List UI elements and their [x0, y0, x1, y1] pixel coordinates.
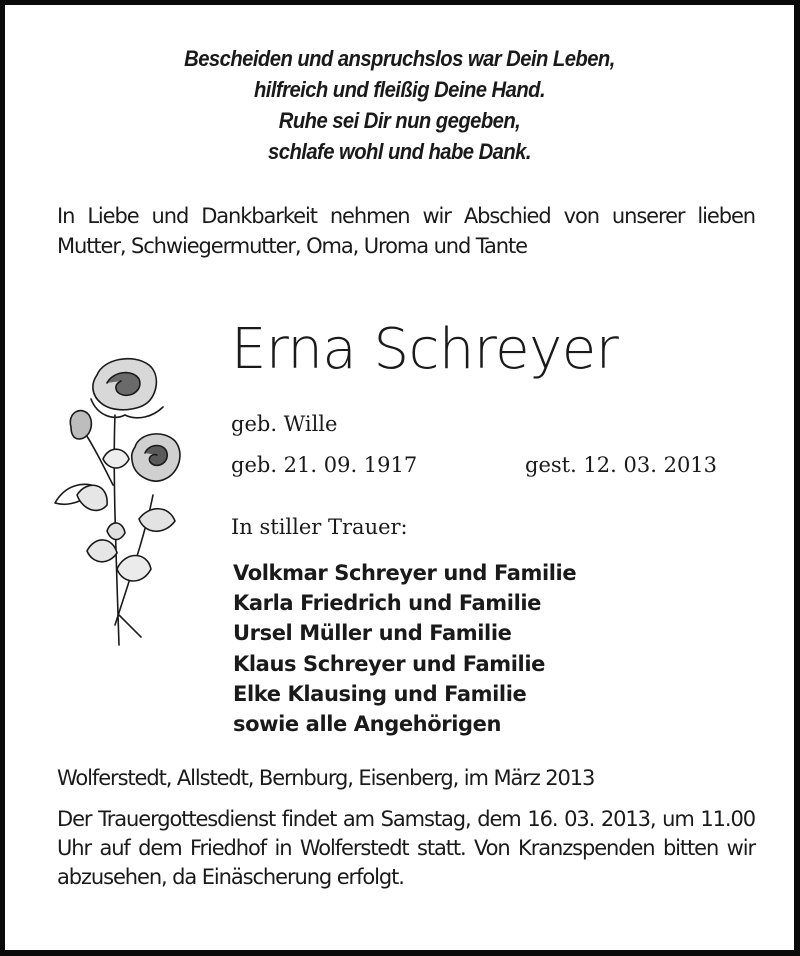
poem-line: hilfreich und fleißig Deine Hand.	[253, 77, 546, 102]
service-details: Der Trauergottesdienst findet am Samstag, dem 16. 03. 2013, um 11.00 Uhr auf dem Friedhof in Wolferstedt statt. Von Kranzspenden bitten wir abzusehen, da Einäscherung erfolgt.	[57, 807, 755, 889]
mourner-entry: Klaus Schreyer und Familie	[233, 651, 545, 676]
poem-line: Ruhe sei Dir nun gegeben,	[278, 108, 521, 133]
mourner-entry: sowie alle Angehörigen	[233, 712, 502, 737]
maiden-name: geb. Wille	[231, 412, 338, 436]
deceased-name: Erna Schreyer	[231, 317, 619, 382]
mourning-label: In stiller Trauer:	[231, 515, 408, 539]
mourners-list	[233, 558, 576, 739]
place-and-date: Wolferstedt, Allstedt, Bernburg, Eisenberg, im März 2013	[57, 766, 595, 790]
poem-line: Bescheiden und anspruchslos war Dein Leben,	[184, 46, 615, 71]
birth-date: geb. 21. 09. 1917	[231, 453, 418, 477]
memorial-poem	[37, 43, 763, 167]
mourner-entry: Elke Klausing und Familie	[233, 681, 527, 706]
death-date: gest. 12. 03. 2013	[525, 453, 718, 477]
poem-line: schlafe wohl und habe Dank.	[268, 139, 531, 164]
mourner-entry: Volkmar Schreyer und Familie	[233, 561, 577, 585]
rose-icon	[53, 355, 189, 647]
farewell-intro: In Liebe und Dankbarkeit nehmen wir Abschied von unserer lieben Mutter, Schwiegermutter, Oma, Uroma und Tante	[57, 204, 755, 258]
mourner-entry: Ursel Müller und Familie	[233, 621, 512, 646]
mourner-entry: Karla Friedrich und Familie	[233, 591, 542, 616]
